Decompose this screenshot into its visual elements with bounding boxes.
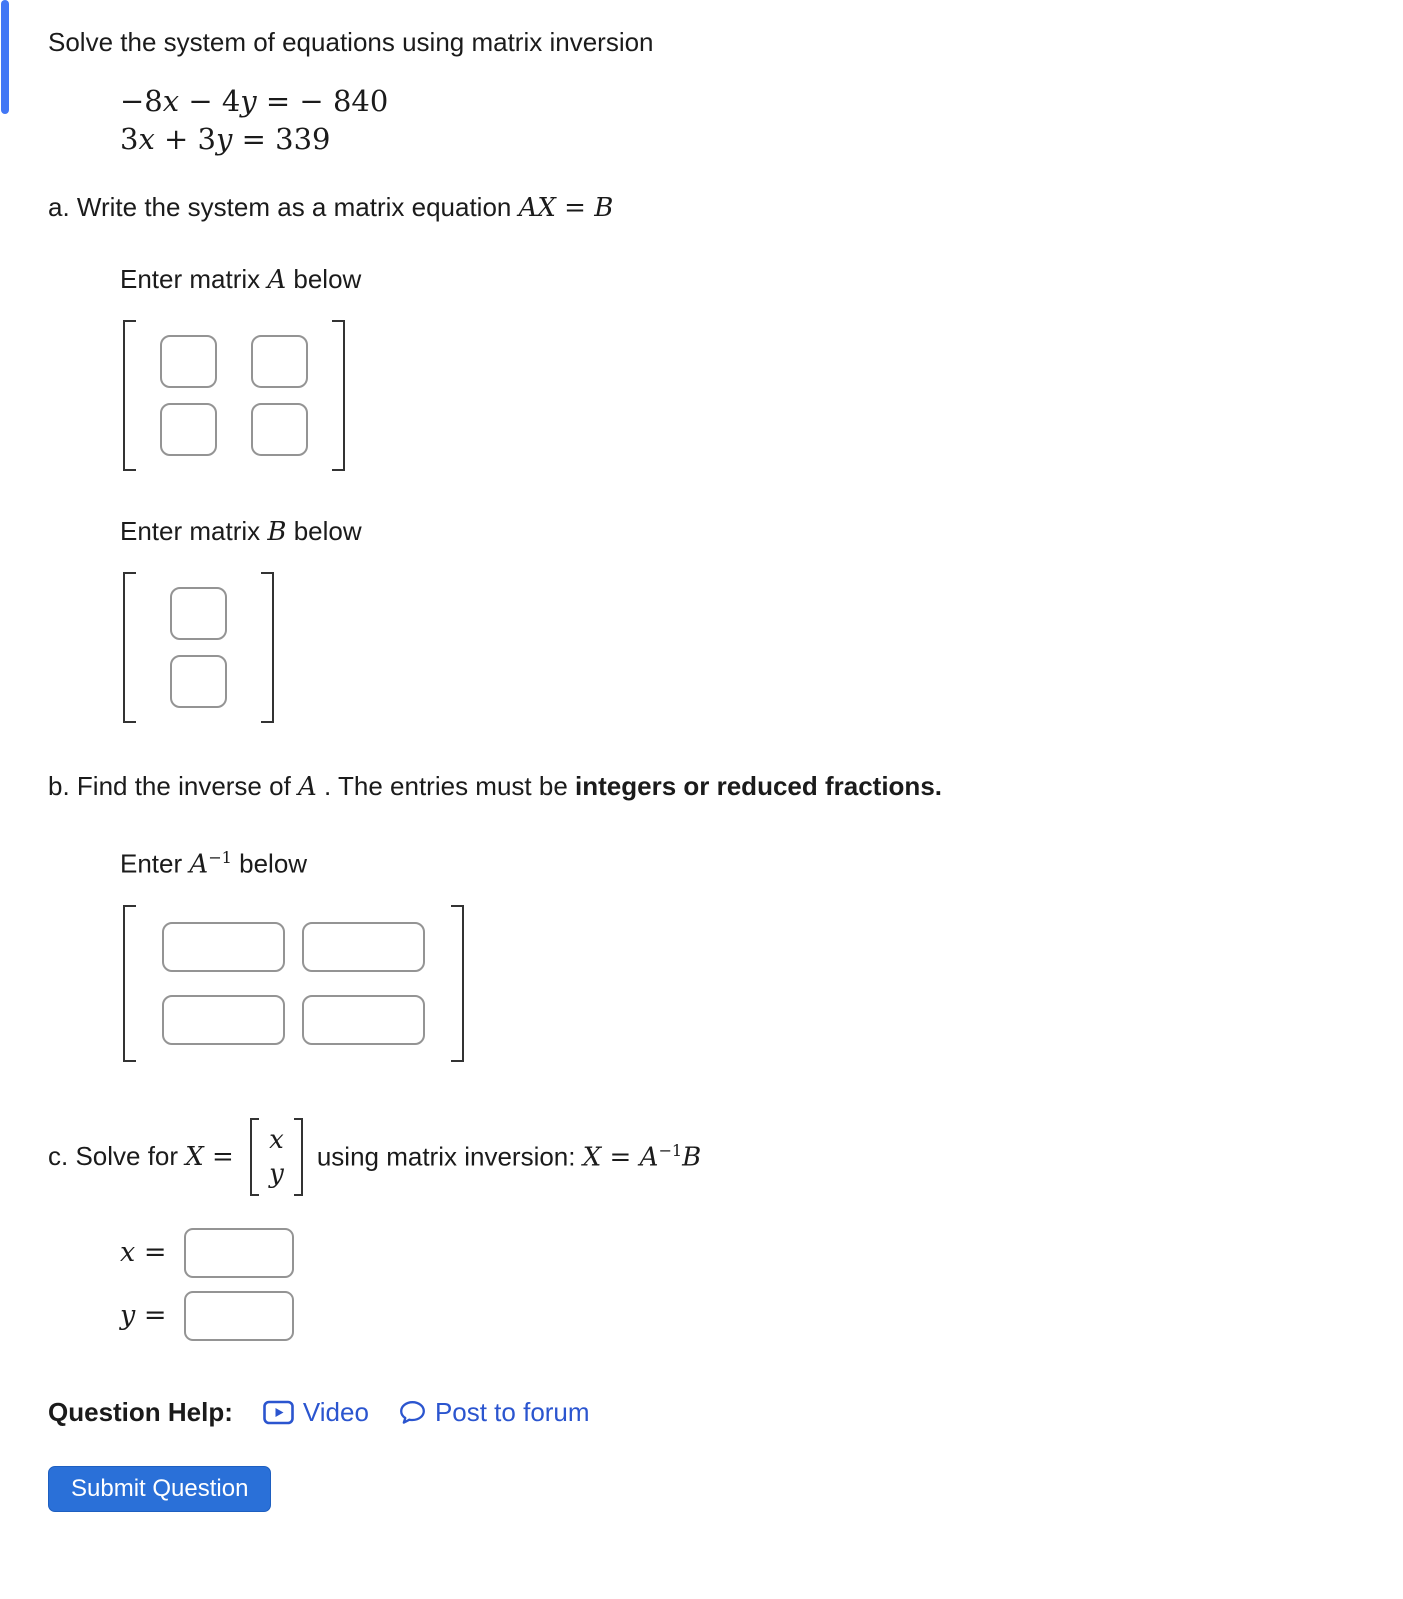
matrix-a-cell-2-2[interactable] [251,403,308,456]
vector-entry-x: x [269,1124,284,1155]
part-b-heading: b. Find the inverse of A . The entries must be integers or reduced fractions. [48,771,942,802]
forum-link-label: Post to forum [434,1396,590,1427]
vector-entry-y: y [269,1158,284,1189]
speech-bubble-icon [399,1400,426,1425]
part-c-heading [48,1118,701,1196]
matrix-a-label: Enter matrix A below [120,264,362,295]
left-bracket [123,905,136,1062]
question-help-label: Question Help: [48,1396,233,1427]
video-icon [263,1400,294,1425]
x-label: x = [120,1237,167,1269]
matrix-a-cells [136,320,332,471]
video-link[interactable] [263,1397,369,1428]
left-bracket [123,572,136,723]
y-label: y = [120,1300,167,1332]
equation-1: −8x − 4y = − 840 [120,84,389,118]
matrix-b-cell-2[interactable] [170,655,227,708]
forum-link[interactable] [399,1397,590,1428]
right-bracket [294,1118,303,1196]
part-c-text-before: c. Solve for X = [48,1141,243,1173]
matrix-a-cell-1-1[interactable] [160,335,217,388]
equation-2: 3x + 3y = 339 [120,122,331,156]
matrix-a-cell-1-2[interactable] [251,335,308,388]
matrix-a-inverse [123,905,464,1062]
matrix-b-cells [136,572,261,723]
matrix-b [123,572,274,723]
matrix-b-label: Enter matrix B below [120,516,362,547]
right-bracket [451,905,464,1062]
video-link-label: Video [302,1396,369,1427]
y-answer-row [120,1291,1363,1341]
matrix-a [123,320,345,471]
matrix-inverse-cell-1-2[interactable] [302,922,425,972]
matrix-inverse-cell-1-1[interactable] [162,922,285,972]
right-bracket [332,320,345,471]
part-c-text-after: using matrix inversion: $X = A^{-1}B$ [316,1140,702,1173]
question-help-row [48,1397,1363,1428]
right-bracket [261,572,274,723]
part-a-heading: a. Write the system as a matrix equation AX = B [48,192,614,223]
y-input[interactable] [184,1291,294,1341]
matrix-inverse-cell-2-2[interactable] [302,995,425,1045]
matrix-b-cell-1[interactable] [170,587,227,640]
left-bracket [123,320,136,471]
matrix-inverse-cell-2-1[interactable] [162,995,285,1045]
submit-question-button[interactable]: Submit Question [48,1466,271,1512]
xy-vector [250,1118,303,1196]
matrix-a-inverse-cells [136,905,451,1062]
matrix-a-cell-2-1[interactable] [160,403,217,456]
x-input[interactable] [184,1228,294,1278]
scrollbar-thumb[interactable] [1,0,9,114]
left-bracket [250,1118,259,1196]
matrix-inverse-label: Enter $A^{-1}$ below [120,848,308,880]
x-answer-row [120,1228,1363,1278]
page-title: Solve the system of equations using matrix inversion [48,27,654,57]
equation-system [120,82,1363,158]
